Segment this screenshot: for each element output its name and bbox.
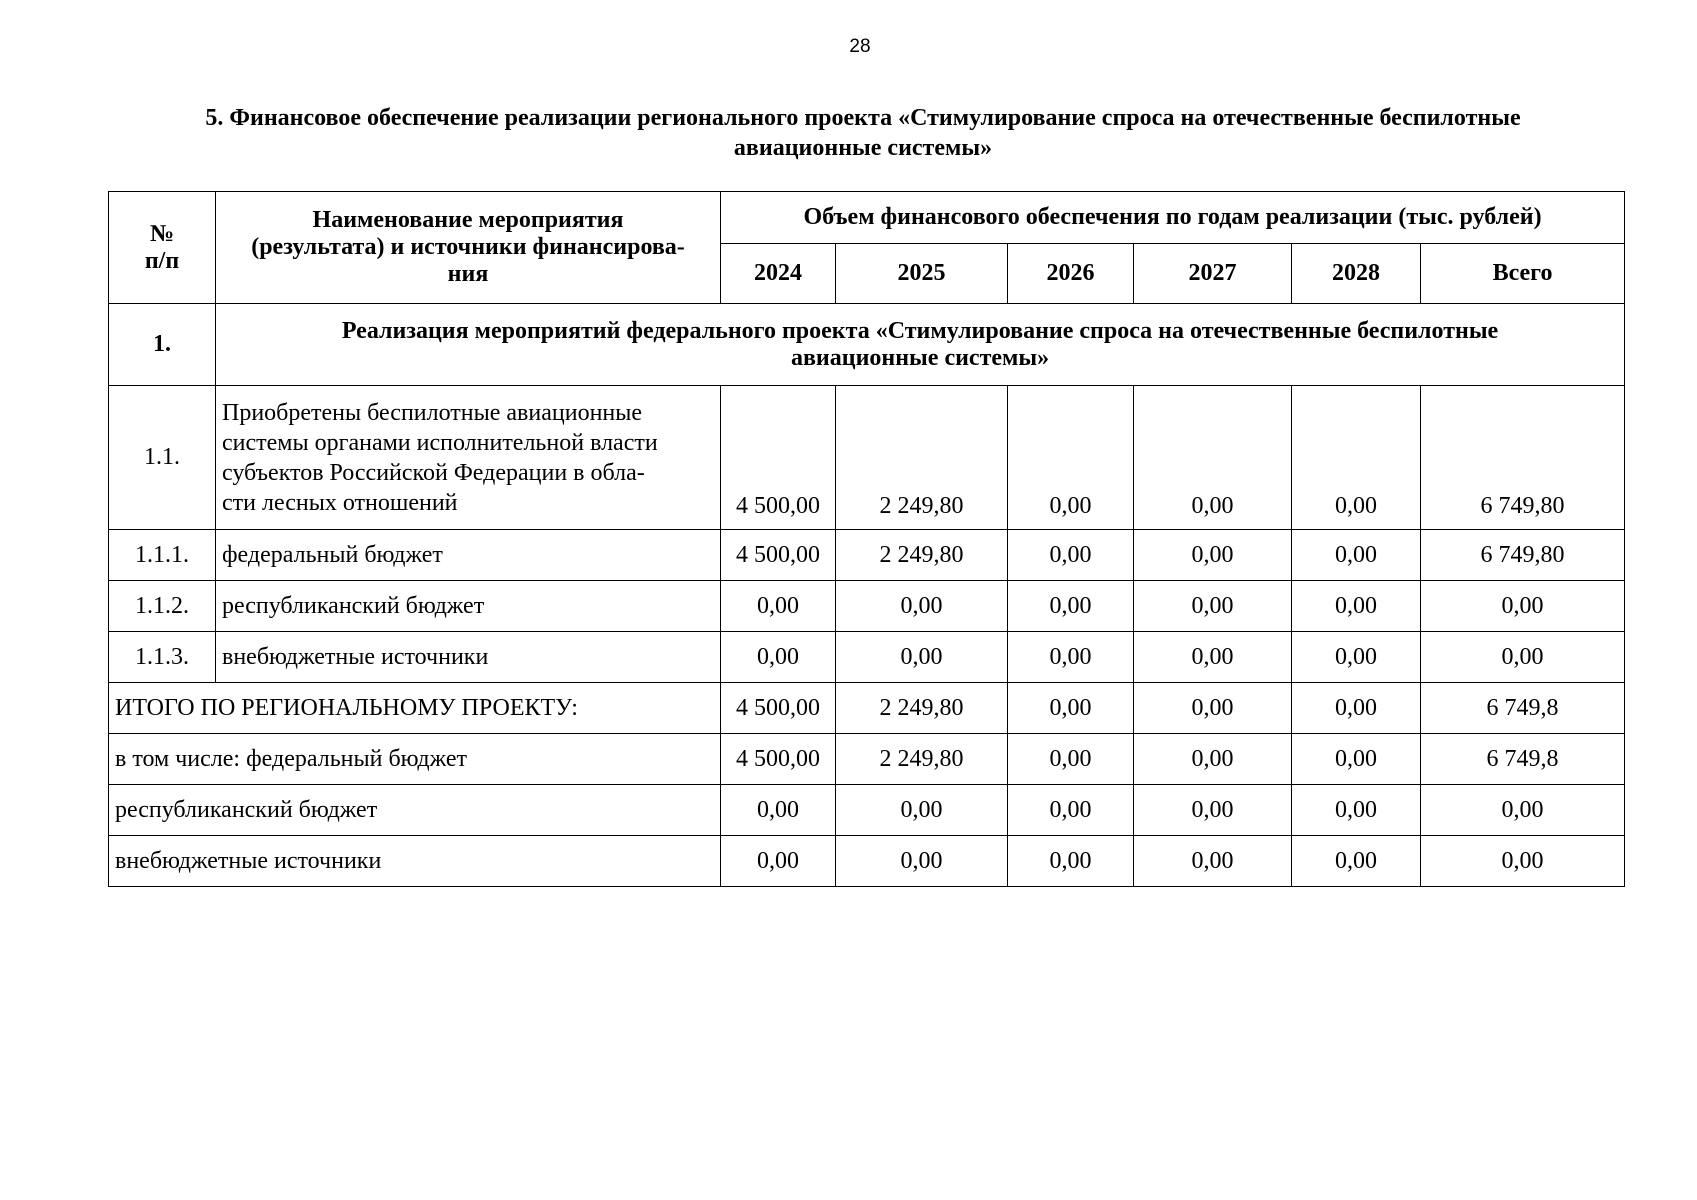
cell-2025: 0,00 xyxy=(836,632,1008,683)
header-volume: Объем финансового обеспечения по годам реализации (тыс. рублей) xyxy=(721,192,1625,244)
cell-total: 6 749,80 xyxy=(1421,530,1625,581)
total-label: в том числе: федеральный бюджет xyxy=(109,734,721,785)
cell-2027: 0,00 xyxy=(1134,581,1292,632)
cell-2024: 0,00 xyxy=(721,836,836,887)
cell-2026: 0,00 xyxy=(1008,836,1134,887)
row-name-line-3: субъектов Российской Федерации в обла- xyxy=(222,459,645,486)
header-year-2028: 2028 xyxy=(1292,244,1421,304)
title-line-1: 5. Финансовое обеспечение реализации регионального проекта «Стимулирование спроса на отечественные беспилотные xyxy=(205,105,1521,131)
row-name-line-2: системы органами исполнительной власти xyxy=(222,429,658,456)
cell-2024: 4 500,00 xyxy=(721,683,836,734)
cell-total: 6 749,80 xyxy=(1421,386,1625,530)
header-year-2025: 2025 xyxy=(836,244,1008,304)
cell-2025: 2 249,80 xyxy=(836,530,1008,581)
header-num-line-2: п/п xyxy=(144,247,180,274)
header-year-2027: 2027 xyxy=(1134,244,1292,304)
cell-2025: 0,00 xyxy=(836,581,1008,632)
total-row xyxy=(109,683,1625,734)
row-name-line-4: сти лесных отношений xyxy=(222,489,458,516)
cell-2027: 0,00 xyxy=(1134,836,1292,887)
cell-total: 0,00 xyxy=(1421,785,1625,836)
cell-2028: 0,00 xyxy=(1292,785,1421,836)
row-name-line-1: Приобретены беспилотные авиационные xyxy=(222,399,643,426)
cell-2026: 0,00 xyxy=(1008,785,1134,836)
cell-2024: 0,00 xyxy=(721,581,836,632)
row-name: внебюджетные источники xyxy=(216,632,721,683)
cell-2027: 0,00 xyxy=(1134,632,1292,683)
cell-2026: 0,00 xyxy=(1008,530,1134,581)
cell-2025: 0,00 xyxy=(836,785,1008,836)
cell-total: 0,00 xyxy=(1421,836,1625,887)
cell-2027: 0,00 xyxy=(1134,530,1292,581)
section-num: 1. xyxy=(109,304,216,386)
cell-2028: 0,00 xyxy=(1292,683,1421,734)
total-row xyxy=(109,734,1625,785)
cell-total: 6 749,8 xyxy=(1421,683,1625,734)
page-number: 28 xyxy=(849,36,871,57)
header-name-line-1: Наименование мероприятия xyxy=(312,207,624,233)
total-label: внебюджетные источники xyxy=(109,836,721,887)
cell-2026: 0,00 xyxy=(1008,683,1134,734)
cell-total: 0,00 xyxy=(1421,632,1625,683)
cell-2028: 0,00 xyxy=(1292,530,1421,581)
header-num-line-1: № xyxy=(149,220,175,247)
cell-total: 0,00 xyxy=(1421,581,1625,632)
header-row-1 xyxy=(109,192,1625,244)
section-title-line-2: авиационные системы» xyxy=(790,344,1050,371)
header-num xyxy=(109,192,216,304)
section-title xyxy=(216,304,1625,386)
header-year-2026: 2026 xyxy=(1008,244,1134,304)
row-name xyxy=(216,386,721,530)
cell-2026: 0,00 xyxy=(1008,632,1134,683)
section-row xyxy=(109,304,1625,386)
row-num: 1.1.1. xyxy=(109,530,216,581)
total-label: республиканский бюджет xyxy=(109,785,721,836)
cell-2028: 0,00 xyxy=(1292,581,1421,632)
table-row xyxy=(109,386,1625,530)
header-year-2024: 2024 xyxy=(721,244,836,304)
cell-2024: 4 500,00 xyxy=(721,734,836,785)
page-title xyxy=(108,103,1618,163)
header-name-line-2: (результата) и источники финансирова- xyxy=(251,234,685,260)
cell-2027: 0,00 xyxy=(1134,386,1292,530)
cell-2024: 0,00 xyxy=(721,785,836,836)
cell-2024: 4 500,00 xyxy=(721,530,836,581)
cell-2025: 0,00 xyxy=(836,836,1008,887)
table-row xyxy=(109,581,1625,632)
cell-2028: 0,00 xyxy=(1292,734,1421,785)
cell-2027: 0,00 xyxy=(1134,734,1292,785)
cell-2026: 0,00 xyxy=(1008,581,1134,632)
row-name: федеральный бюджет xyxy=(216,530,721,581)
row-num: 1.1. xyxy=(109,386,216,530)
cell-2026: 0,00 xyxy=(1008,386,1134,530)
row-num: 1.1.2. xyxy=(109,581,216,632)
header-name xyxy=(216,192,721,304)
row-name: республиканский бюджет xyxy=(216,581,721,632)
table-row xyxy=(109,632,1625,683)
title-line-2: авиационные системы» xyxy=(733,135,993,161)
header-name-line-3: ния xyxy=(447,261,489,287)
table-row xyxy=(109,530,1625,581)
section-title-line-1: Реализация мероприятий федерального проекта «Стимулирование спроса на отечественные беспилотные xyxy=(341,317,1499,344)
cell-2025: 2 249,80 xyxy=(836,386,1008,530)
cell-2028: 0,00 xyxy=(1292,632,1421,683)
header-total: Всего xyxy=(1421,244,1625,304)
cell-2027: 0,00 xyxy=(1134,683,1292,734)
total-row xyxy=(109,785,1625,836)
cell-2024: 4 500,00 xyxy=(721,386,836,530)
row-num: 1.1.3. xyxy=(109,632,216,683)
cell-2028: 0,00 xyxy=(1292,386,1421,530)
cell-2025: 2 249,80 xyxy=(836,734,1008,785)
cell-2025: 2 249,80 xyxy=(836,683,1008,734)
total-row xyxy=(109,836,1625,887)
cell-total: 6 749,8 xyxy=(1421,734,1625,785)
cell-2027: 0,00 xyxy=(1134,785,1292,836)
total-label: ИТОГО ПО РЕГИОНАЛЬНОМУ ПРОЕКТУ: xyxy=(109,683,721,734)
cell-2024: 0,00 xyxy=(721,632,836,683)
cell-2026: 0,00 xyxy=(1008,734,1134,785)
cell-2028: 0,00 xyxy=(1292,836,1421,887)
financing-table xyxy=(108,191,1625,887)
